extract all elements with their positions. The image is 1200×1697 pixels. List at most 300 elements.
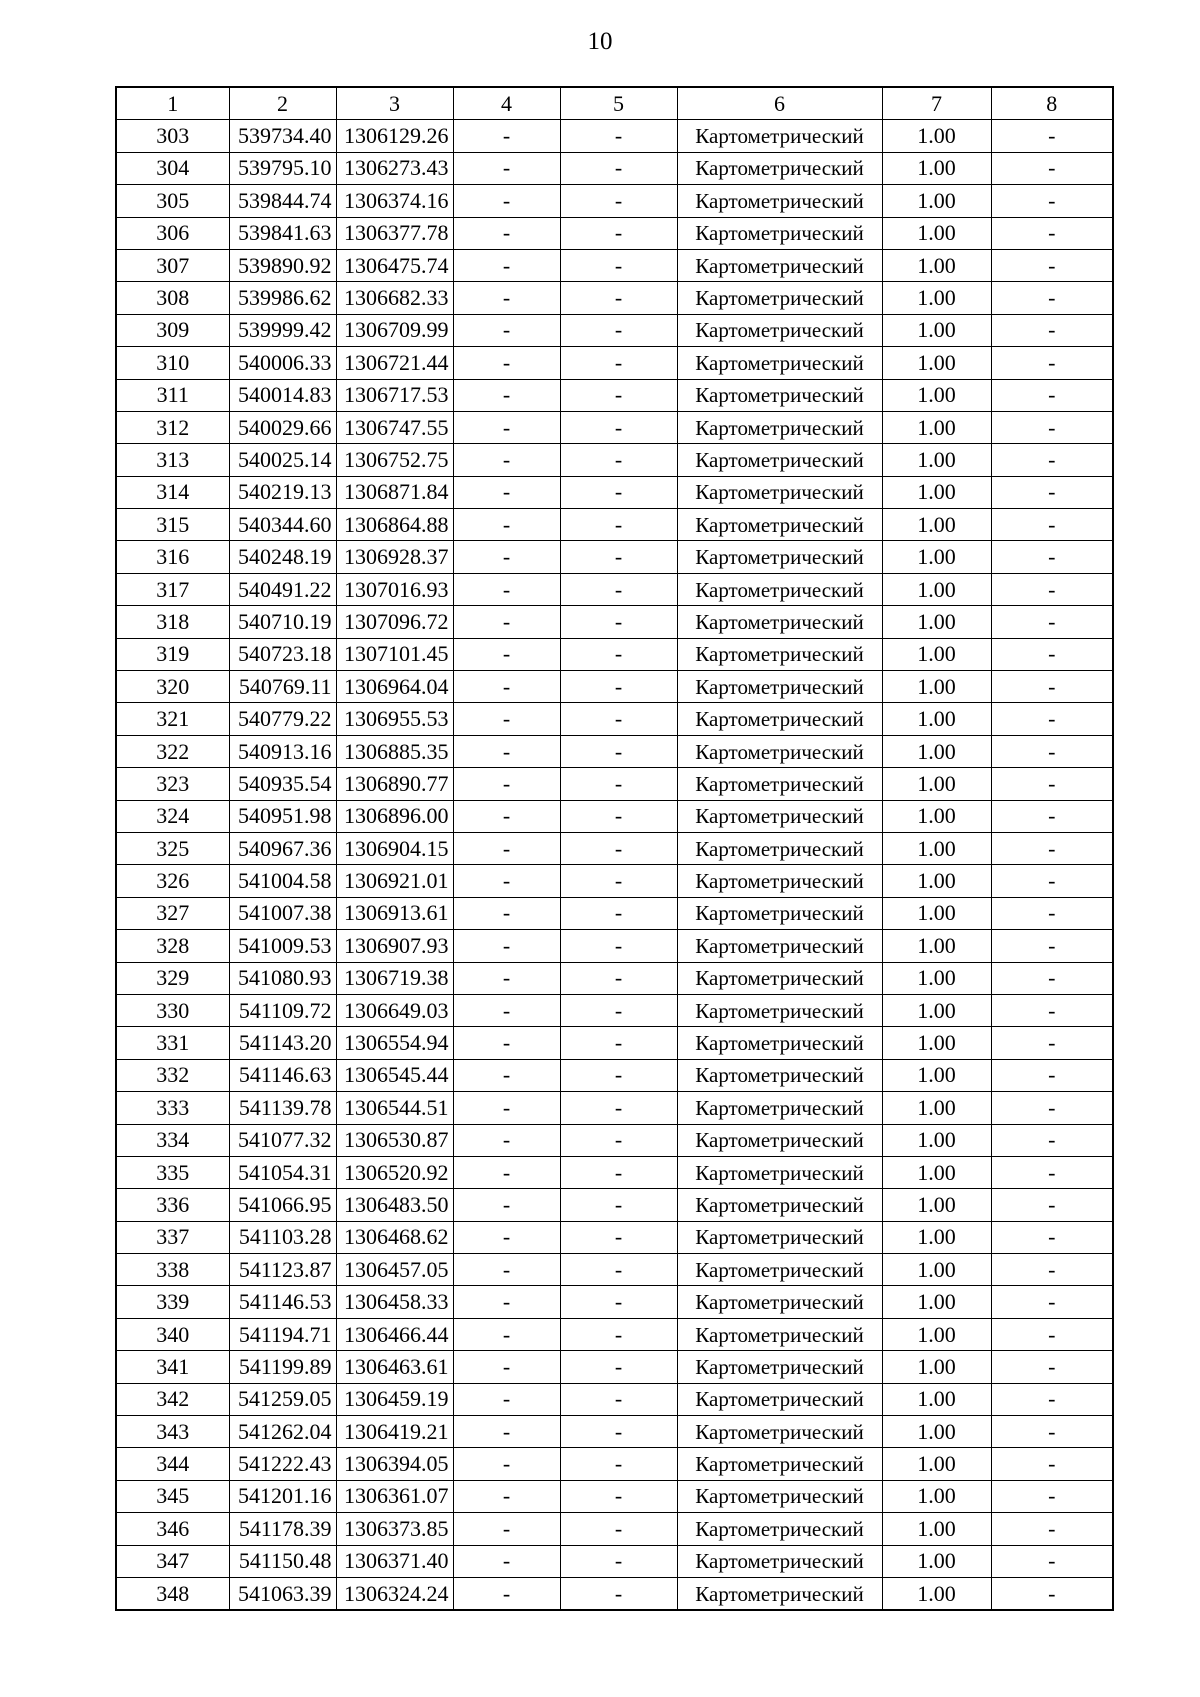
col4-cell: - <box>453 411 560 443</box>
x-coordinate-cell: 540344.60 <box>229 509 336 541</box>
col5-cell: - <box>560 1254 677 1286</box>
y-coordinate-cell: 1306466.44 <box>336 1318 453 1350</box>
table-row <box>116 509 1113 541</box>
x-coordinate-cell: 540029.66 <box>229 411 336 443</box>
col4-cell: - <box>453 800 560 832</box>
col8-cell: - <box>991 638 1113 670</box>
point-number-cell: 332 <box>116 1059 229 1091</box>
col5-cell: - <box>560 1480 677 1512</box>
col8-cell: - <box>991 217 1113 249</box>
y-coordinate-cell: 1306721.44 <box>336 347 453 379</box>
col8-cell: - <box>991 1286 1113 1318</box>
method-cell: Картометрический <box>677 735 882 767</box>
x-coordinate-cell: 539890.92 <box>229 249 336 281</box>
accuracy-cell: 1.00 <box>882 1027 991 1059</box>
x-coordinate-cell: 541066.95 <box>229 1189 336 1221</box>
column-header: 3 <box>336 87 453 120</box>
column-header: 2 <box>229 87 336 120</box>
accuracy-cell: 1.00 <box>882 185 991 217</box>
col5-cell: - <box>560 185 677 217</box>
table-row <box>116 379 1113 411</box>
col4-cell: - <box>453 994 560 1026</box>
col8-cell: - <box>991 347 1113 379</box>
column-header: 4 <box>453 87 560 120</box>
x-coordinate-cell: 541194.71 <box>229 1318 336 1350</box>
accuracy-cell: 1.00 <box>882 509 991 541</box>
col5-cell: - <box>560 249 677 281</box>
col8-cell: - <box>991 476 1113 508</box>
method-cell: Картометрический <box>677 1318 882 1350</box>
y-coordinate-cell: 1306709.99 <box>336 314 453 346</box>
col8-cell: - <box>991 1189 1113 1221</box>
col5-cell: - <box>560 347 677 379</box>
col5-cell: - <box>560 832 677 864</box>
point-number-cell: 318 <box>116 606 229 638</box>
method-cell: Картометрический <box>677 1254 882 1286</box>
accuracy-cell: 1.00 <box>882 930 991 962</box>
point-number-cell: 340 <box>116 1318 229 1350</box>
point-number-cell: 316 <box>116 541 229 573</box>
col4-cell: - <box>453 379 560 411</box>
col8-cell: - <box>991 444 1113 476</box>
table-row <box>116 1448 1113 1480</box>
x-coordinate-cell: 541139.78 <box>229 1092 336 1124</box>
y-coordinate-cell: 1306361.07 <box>336 1480 453 1512</box>
col4-cell: - <box>453 1027 560 1059</box>
table-row <box>116 1545 1113 1577</box>
col8-cell: - <box>991 1448 1113 1480</box>
method-cell: Картометрический <box>677 897 882 929</box>
col5-cell: - <box>560 930 677 962</box>
col4-cell: - <box>453 152 560 184</box>
accuracy-cell: 1.00 <box>882 768 991 800</box>
accuracy-cell: 1.00 <box>882 217 991 249</box>
y-coordinate-cell: 1306530.87 <box>336 1124 453 1156</box>
accuracy-cell: 1.00 <box>882 476 991 508</box>
point-number-cell: 324 <box>116 800 229 832</box>
col4-cell: - <box>453 1577 560 1610</box>
col8-cell: - <box>991 1383 1113 1415</box>
col5-cell: - <box>560 1513 677 1545</box>
col4-cell: - <box>453 897 560 929</box>
method-cell: Картометрический <box>677 1059 882 1091</box>
y-coordinate-cell: 1306459.19 <box>336 1383 453 1415</box>
method-cell: Картометрический <box>677 573 882 605</box>
method-cell: Картометрический <box>677 832 882 864</box>
point-number-cell: 327 <box>116 897 229 929</box>
col4-cell: - <box>453 1416 560 1448</box>
x-coordinate-cell: 541222.43 <box>229 1448 336 1480</box>
col8-cell: - <box>991 832 1113 864</box>
x-coordinate-cell: 541262.04 <box>229 1416 336 1448</box>
y-coordinate-cell: 1307016.93 <box>336 573 453 605</box>
method-cell: Картометрический <box>677 217 882 249</box>
col5-cell: - <box>560 282 677 314</box>
col8-cell: - <box>991 152 1113 184</box>
point-number-cell: 343 <box>116 1416 229 1448</box>
col5-cell: - <box>560 379 677 411</box>
col5-cell: - <box>560 314 677 346</box>
point-number-cell: 329 <box>116 962 229 994</box>
col5-cell: - <box>560 1383 677 1415</box>
point-number-cell: 328 <box>116 930 229 962</box>
x-coordinate-cell: 540913.16 <box>229 735 336 767</box>
col8-cell: - <box>991 509 1113 541</box>
col5-cell: - <box>560 217 677 249</box>
method-cell: Картометрический <box>677 1577 882 1610</box>
method-cell: Картометрический <box>677 152 882 184</box>
col8-cell: - <box>991 1318 1113 1350</box>
table-row <box>116 1027 1113 1059</box>
table-row <box>116 1221 1113 1253</box>
col8-cell: - <box>991 249 1113 281</box>
x-coordinate-cell: 541054.31 <box>229 1156 336 1188</box>
table-row <box>116 897 1113 929</box>
col5-cell: - <box>560 1156 677 1188</box>
table-row <box>116 671 1113 703</box>
point-number-cell: 308 <box>116 282 229 314</box>
accuracy-cell: 1.00 <box>882 1416 991 1448</box>
col4-cell: - <box>453 930 560 962</box>
col8-cell: - <box>991 541 1113 573</box>
col4-cell: - <box>453 606 560 638</box>
y-coordinate-cell: 1306371.40 <box>336 1545 453 1577</box>
point-number-cell: 345 <box>116 1480 229 1512</box>
x-coordinate-cell: 541150.48 <box>229 1545 336 1577</box>
x-coordinate-cell: 541063.39 <box>229 1577 336 1610</box>
col5-cell: - <box>560 768 677 800</box>
method-cell: Картометрический <box>677 1092 882 1124</box>
y-coordinate-cell: 1306890.77 <box>336 768 453 800</box>
accuracy-cell: 1.00 <box>882 800 991 832</box>
coordinates-table <box>115 86 1114 1611</box>
y-coordinate-cell: 1306520.92 <box>336 1156 453 1188</box>
point-number-cell: 330 <box>116 994 229 1026</box>
x-coordinate-cell: 541201.16 <box>229 1480 336 1512</box>
y-coordinate-cell: 1306545.44 <box>336 1059 453 1091</box>
col8-cell: - <box>991 671 1113 703</box>
point-number-cell: 306 <box>116 217 229 249</box>
y-coordinate-cell: 1306394.05 <box>336 1448 453 1480</box>
table-row <box>116 1092 1113 1124</box>
table-row <box>116 411 1113 443</box>
point-number-cell: 337 <box>116 1221 229 1253</box>
accuracy-cell: 1.00 <box>882 606 991 638</box>
y-coordinate-cell: 1306904.15 <box>336 832 453 864</box>
accuracy-cell: 1.00 <box>882 671 991 703</box>
table-row <box>116 1189 1113 1221</box>
accuracy-cell: 1.00 <box>882 994 991 1026</box>
point-number-cell: 336 <box>116 1189 229 1221</box>
point-number-cell: 338 <box>116 1254 229 1286</box>
col4-cell: - <box>453 1448 560 1480</box>
table-row <box>116 282 1113 314</box>
y-coordinate-cell: 1307101.45 <box>336 638 453 670</box>
y-coordinate-cell: 1306457.05 <box>336 1254 453 1286</box>
col5-cell: - <box>560 703 677 735</box>
col8-cell: - <box>991 379 1113 411</box>
accuracy-cell: 1.00 <box>882 735 991 767</box>
x-coordinate-cell: 540967.36 <box>229 832 336 864</box>
col5-cell: - <box>560 1286 677 1318</box>
y-coordinate-cell: 1306649.03 <box>336 994 453 1026</box>
col8-cell: - <box>991 735 1113 767</box>
accuracy-cell: 1.00 <box>882 1059 991 1091</box>
col5-cell: - <box>560 671 677 703</box>
method-cell: Картометрический <box>677 1416 882 1448</box>
table-row <box>116 1059 1113 1091</box>
table-row <box>116 703 1113 735</box>
y-coordinate-cell: 1306374.16 <box>336 185 453 217</box>
y-coordinate-cell: 1306871.84 <box>336 476 453 508</box>
col8-cell: - <box>991 1059 1113 1091</box>
y-coordinate-cell: 1306544.51 <box>336 1092 453 1124</box>
x-coordinate-cell: 539734.40 <box>229 120 336 152</box>
table-row <box>116 1254 1113 1286</box>
x-coordinate-cell: 540951.98 <box>229 800 336 832</box>
col4-cell: - <box>453 832 560 864</box>
column-header: 6 <box>677 87 882 120</box>
y-coordinate-cell: 1306896.00 <box>336 800 453 832</box>
point-number-cell: 315 <box>116 509 229 541</box>
x-coordinate-cell: 541199.89 <box>229 1351 336 1383</box>
point-number-cell: 312 <box>116 411 229 443</box>
accuracy-cell: 1.00 <box>882 152 991 184</box>
x-coordinate-cell: 540014.83 <box>229 379 336 411</box>
point-number-cell: 303 <box>116 120 229 152</box>
table-row <box>116 120 1113 152</box>
y-coordinate-cell: 1306747.55 <box>336 411 453 443</box>
method-cell: Картометрический <box>677 444 882 476</box>
accuracy-cell: 1.00 <box>882 1318 991 1350</box>
point-number-cell: 346 <box>116 1513 229 1545</box>
table-row <box>116 1480 1113 1512</box>
point-number-cell: 325 <box>116 832 229 864</box>
col4-cell: - <box>453 962 560 994</box>
table-row <box>116 1351 1113 1383</box>
point-number-cell: 317 <box>116 573 229 605</box>
point-number-cell: 341 <box>116 1351 229 1383</box>
column-header: 5 <box>560 87 677 120</box>
table-row <box>116 541 1113 573</box>
col5-cell: - <box>560 897 677 929</box>
method-cell: Картометрический <box>677 703 882 735</box>
col5-cell: - <box>560 1318 677 1350</box>
y-coordinate-cell: 1306273.43 <box>336 152 453 184</box>
col5-cell: - <box>560 1448 677 1480</box>
method-cell: Картометрический <box>677 120 882 152</box>
y-coordinate-cell: 1306682.33 <box>336 282 453 314</box>
method-cell: Картометрический <box>677 249 882 281</box>
point-number-cell: 307 <box>116 249 229 281</box>
table-row <box>116 638 1113 670</box>
accuracy-cell: 1.00 <box>882 962 991 994</box>
col8-cell: - <box>991 1092 1113 1124</box>
col5-cell: - <box>560 120 677 152</box>
col8-cell: - <box>991 1577 1113 1610</box>
method-cell: Картометрический <box>677 476 882 508</box>
method-cell: Картометрический <box>677 930 882 962</box>
method-cell: Картометрический <box>677 1480 882 1512</box>
method-cell: Картометрический <box>677 1124 882 1156</box>
method-cell: Картометрический <box>677 411 882 443</box>
col5-cell: - <box>560 541 677 573</box>
accuracy-cell: 1.00 <box>882 1156 991 1188</box>
accuracy-cell: 1.00 <box>882 1577 991 1610</box>
col4-cell: - <box>453 1318 560 1350</box>
page-number: 10 <box>587 28 613 55</box>
col4-cell: - <box>453 1545 560 1577</box>
point-number-cell: 311 <box>116 379 229 411</box>
col5-cell: - <box>560 865 677 897</box>
col5-cell: - <box>560 573 677 605</box>
col4-cell: - <box>453 1221 560 1253</box>
y-coordinate-cell: 1306955.53 <box>336 703 453 735</box>
point-number-cell: 342 <box>116 1383 229 1415</box>
point-number-cell: 323 <box>116 768 229 800</box>
column-header: 1 <box>116 87 229 120</box>
y-coordinate-cell: 1306921.01 <box>336 865 453 897</box>
table-row <box>116 1124 1113 1156</box>
col4-cell: - <box>453 1383 560 1415</box>
point-number-cell: 335 <box>116 1156 229 1188</box>
table-row <box>116 865 1113 897</box>
col4-cell: - <box>453 1189 560 1221</box>
y-coordinate-cell: 1306928.37 <box>336 541 453 573</box>
col4-cell: - <box>453 1286 560 1318</box>
col8-cell: - <box>991 1351 1113 1383</box>
accuracy-cell: 1.00 <box>882 120 991 152</box>
x-coordinate-cell: 541007.38 <box>229 897 336 929</box>
point-number-cell: 305 <box>116 185 229 217</box>
x-coordinate-cell: 539841.63 <box>229 217 336 249</box>
col4-cell: - <box>453 1480 560 1512</box>
column-header: 7 <box>882 87 991 120</box>
col8-cell: - <box>991 768 1113 800</box>
table-row <box>116 1577 1113 1610</box>
accuracy-cell: 1.00 <box>882 638 991 670</box>
x-coordinate-cell: 540935.54 <box>229 768 336 800</box>
point-number-cell: 321 <box>116 703 229 735</box>
y-coordinate-cell: 1306475.74 <box>336 249 453 281</box>
col4-cell: - <box>453 1124 560 1156</box>
col5-cell: - <box>560 1092 677 1124</box>
col8-cell: - <box>991 865 1113 897</box>
table-row <box>116 476 1113 508</box>
table-row <box>116 832 1113 864</box>
col4-cell: - <box>453 703 560 735</box>
col8-cell: - <box>991 930 1113 962</box>
col4-cell: - <box>453 865 560 897</box>
x-coordinate-cell: 541146.63 <box>229 1059 336 1091</box>
y-coordinate-cell: 1306419.21 <box>336 1416 453 1448</box>
table-body <box>116 120 1113 1610</box>
method-cell: Картометрический <box>677 638 882 670</box>
col4-cell: - <box>453 282 560 314</box>
col8-cell: - <box>991 1416 1113 1448</box>
col4-cell: - <box>453 1156 560 1188</box>
x-coordinate-cell: 540025.14 <box>229 444 336 476</box>
method-cell: Картометрический <box>677 865 882 897</box>
point-number-cell: 333 <box>116 1092 229 1124</box>
accuracy-cell: 1.00 <box>882 1221 991 1253</box>
y-coordinate-cell: 1306964.04 <box>336 671 453 703</box>
col8-cell: - <box>991 282 1113 314</box>
y-coordinate-cell: 1306129.26 <box>336 120 453 152</box>
col4-cell: - <box>453 347 560 379</box>
table-row <box>116 994 1113 1026</box>
accuracy-cell: 1.00 <box>882 1124 991 1156</box>
col4-cell: - <box>453 217 560 249</box>
x-coordinate-cell: 541080.93 <box>229 962 336 994</box>
table-row <box>116 1513 1113 1545</box>
point-number-cell: 314 <box>116 476 229 508</box>
method-cell: Картометрический <box>677 962 882 994</box>
col8-cell: - <box>991 1513 1113 1545</box>
table-row <box>116 1286 1113 1318</box>
method-cell: Картометрический <box>677 1513 882 1545</box>
method-cell: Картометрический <box>677 509 882 541</box>
method-cell: Картометрический <box>677 185 882 217</box>
method-cell: Картометрический <box>677 606 882 638</box>
accuracy-cell: 1.00 <box>882 379 991 411</box>
col5-cell: - <box>560 800 677 832</box>
col5-cell: - <box>560 1059 677 1091</box>
col4-cell: - <box>453 509 560 541</box>
y-coordinate-cell: 1306554.94 <box>336 1027 453 1059</box>
method-cell: Картометрический <box>677 379 882 411</box>
x-coordinate-cell: 541259.05 <box>229 1383 336 1415</box>
table-row <box>116 1416 1113 1448</box>
point-number-cell: 326 <box>116 865 229 897</box>
col5-cell: - <box>560 476 677 508</box>
x-coordinate-cell: 540219.13 <box>229 476 336 508</box>
col4-cell: - <box>453 541 560 573</box>
y-coordinate-cell: 1306717.53 <box>336 379 453 411</box>
accuracy-cell: 1.00 <box>882 1545 991 1577</box>
col5-cell: - <box>560 994 677 1026</box>
col4-cell: - <box>453 120 560 152</box>
accuracy-cell: 1.00 <box>882 411 991 443</box>
x-coordinate-cell: 541109.72 <box>229 994 336 1026</box>
col5-cell: - <box>560 444 677 476</box>
table-row <box>116 768 1113 800</box>
accuracy-cell: 1.00 <box>882 1254 991 1286</box>
y-coordinate-cell: 1307096.72 <box>336 606 453 638</box>
table-row <box>116 1156 1113 1188</box>
x-coordinate-cell: 539986.62 <box>229 282 336 314</box>
col8-cell: - <box>991 314 1113 346</box>
method-cell: Картометрический <box>677 671 882 703</box>
col4-cell: - <box>453 444 560 476</box>
x-coordinate-cell: 541103.28 <box>229 1221 336 1253</box>
col5-cell: - <box>560 606 677 638</box>
table-row <box>116 800 1113 832</box>
table-row <box>116 735 1113 767</box>
y-coordinate-cell: 1306483.50 <box>336 1189 453 1221</box>
point-number-cell: 309 <box>116 314 229 346</box>
col8-cell: - <box>991 994 1113 1026</box>
col4-cell: - <box>453 314 560 346</box>
table-row <box>116 573 1113 605</box>
col5-cell: - <box>560 1545 677 1577</box>
method-cell: Картометрический <box>677 314 882 346</box>
point-number-cell: 331 <box>116 1027 229 1059</box>
accuracy-cell: 1.00 <box>882 897 991 929</box>
accuracy-cell: 1.00 <box>882 347 991 379</box>
accuracy-cell: 1.00 <box>882 1286 991 1318</box>
x-coordinate-cell: 540723.18 <box>229 638 336 670</box>
